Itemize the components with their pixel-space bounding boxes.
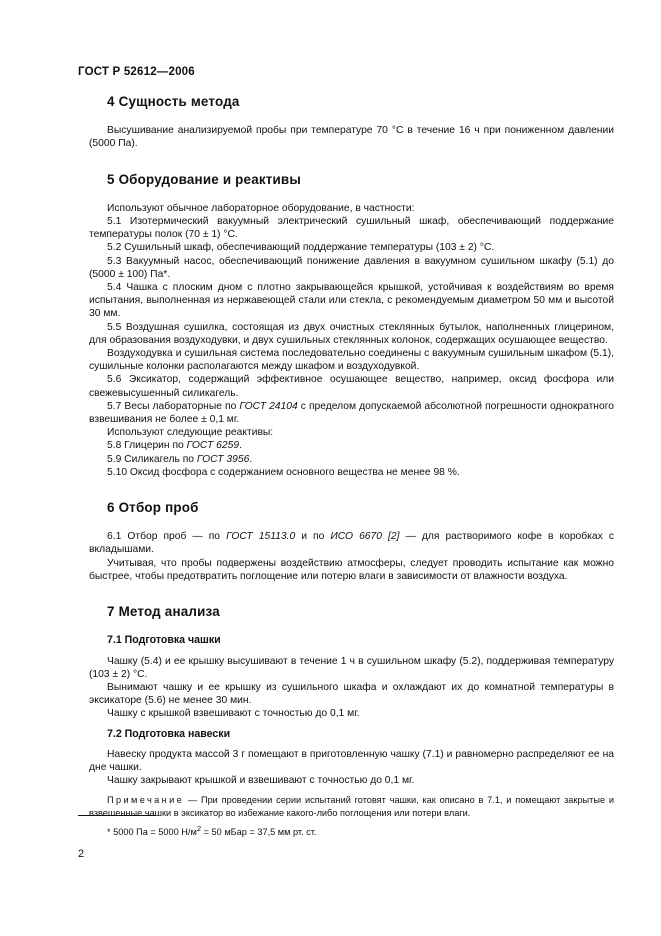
item-5-10: 5.10 Оксид фосфора с содержанием основного вещества не менее 98 %. — [107, 466, 460, 478]
footnote-mark: * — [107, 827, 111, 838]
item-5-9-text-a: 5.9 Силикагель по — [107, 453, 197, 465]
section-7-2-paragraph-2: Чашку закрывают крышкой и взвешивают с точностью до 0,1 мг. — [107, 775, 415, 787]
section-7-1-paragraph-1: Чашку (5.4) и ее крышку высушивают в течение 1 ч в сушильном шкафу (5.2), поддерживая температуру (103 ± 2) °С. — [89, 655, 614, 680]
note — [89, 794, 614, 818]
item-5-2: 5.2 Сушильный шкаф, обеспечивающий поддержание температуры (103 ± 2) °С. — [107, 242, 495, 254]
footnote-divider — [78, 815, 156, 816]
section-4-heading: 4 Сущность метода — [107, 94, 240, 109]
note-text: — При проведении серии испытаний готовят чашки, как описано в 7.1, и помещают закрытые и взвешенные чашки в эксикатор во избежание какого-либо поглощения или потери влаги. — [89, 795, 614, 818]
item-5-8-text-b: . — [239, 440, 242, 452]
note-label: Примечание — [107, 795, 185, 806]
section-4-paragraph: Высушивание анализируемой пробы при температуре 70 °С в течение 16 ч при пониженном давлении (5000 Па). — [89, 125, 614, 150]
item-5-1: 5.1 Изотермический вакуумный электрический сушильный шкаф, обеспечивающий поддержание температуры полок (70 ± 1) °С. — [89, 216, 614, 241]
document-body — [89, 95, 614, 819]
item-6-1-reference-2: ИСО 6670 [2] — [330, 531, 400, 543]
footnote-text-b: = 50 мБар = 37,5 мм рт. ст. — [201, 827, 317, 838]
footnote-text-a: 5000 Па = 5000 Н/м — [110, 827, 197, 838]
document-header: ГОСТ Р 52612—2006 — [78, 66, 195, 78]
item-6-1-text-b: — для растворимого кофе в коробках с вкладышами. — [89, 531, 614, 556]
footnote-superscript: 2 — [196, 824, 202, 833]
item-5-5-continued: Воздуходувка и сушильная система последовательно соединены с вакуумным сушильным шкафом (5.1), сушильные колонки располагаются между шкафом и воздуходувкой. — [89, 348, 614, 373]
item-5-9-text-b: . — [249, 453, 253, 465]
item-5-4: 5.4 Чашка с плоским дном с плотно закрывающейся крышкой, устойчивая к воздействиям во время испытания, выполненная из нержавеющей стали или стекла, с рекомендуемым диаметром 50 мм и высотой 30 мм. — [89, 282, 614, 320]
section-5-intro: Используют обычное лабораторное оборудование, в частности: — [107, 202, 415, 214]
section-6-heading: 6 Отбор проб — [107, 500, 199, 516]
item-5-9 — [89, 453, 614, 466]
item-5-8 — [89, 439, 614, 452]
section-6-paragraph-2: Учитывая, что пробы подвержены воздействию атмосферы, следует проводить испытание как можно быстрее, чтобы предотвратить поглощение или потерю влаги в зависимости от влажности воздуха. — [89, 557, 614, 582]
footnote — [107, 824, 317, 837]
item-5-7-text-a: 5.7 Весы лабораторные по — [107, 400, 240, 412]
subsection-7-1-heading: 7.1 Подготовка чашки — [107, 634, 221, 647]
section-5-heading: 5 Оборудование и реактивы — [107, 171, 302, 187]
section-7-2-paragraph-1: Навеску продукта массой 3 г помещают в приготовленную чашку (7.1) и равномерно распределяют ее на дне чашки. — [89, 748, 614, 773]
item-5-6: 5.6 Эксикатор, содержащий эффективное осушающее вещество, например, оксид фосфора или свежевысушенный силикагель. — [89, 374, 614, 399]
item-5-8-text-a: 5.8 Глицерин по — [107, 440, 187, 452]
item-6-1-reference-1: ГОСТ 15113.0 — [226, 531, 296, 543]
page-number: 2 — [78, 848, 85, 860]
section-7-heading: 7 Метод анализа — [107, 604, 220, 620]
item-5-9-reference: ГОСТ 3956 — [196, 453, 250, 465]
item-6-1 — [89, 530, 614, 556]
item-6-1-text-a: 6.1 Отбор проб — по — [107, 531, 227, 543]
item-6-1-text-mid: и по — [295, 531, 331, 543]
item-5-5: 5.5 Воздушная сушилка, состоящая из двух очистных стеклянных бутылок, наполненных глицерином, для образования воздуходувки, и двух сушильных стеклянных колонок, содержащих осушающее вещество. — [89, 321, 614, 346]
item-5-8-reference: ГОСТ 6259 — [186, 440, 240, 452]
item-5-7-reference: ГОСТ 24104 — [239, 400, 298, 412]
item-5-7-text-b: с пределом допускаемой абсолютной погрешности однократного взвешивания не более ± 0,1 мг. — [89, 400, 614, 426]
subsection-7-2-heading: 7.2 Подготовка навески — [107, 727, 231, 740]
reagents-intro: Используют следующие реактивы: — [107, 427, 274, 439]
item-5-7 — [89, 400, 614, 426]
section-7-1-paragraph-3: Чашку с крышкой взвешивают с точностью до 0,1 мг. — [107, 708, 360, 720]
section-7-1-paragraph-2: Вынимают чашку и ее крышку из сушильного шкафа и охлаждают их до комнатной температуры в эксикаторе (5.6) не менее 30 мин. — [89, 681, 614, 707]
item-5-3: 5.3 Вакуумный насос, обеспечивающий понижение давления в вакуумном сушильном шкафу (5.1) до (5000 ± 100) Па*. — [89, 255, 614, 280]
